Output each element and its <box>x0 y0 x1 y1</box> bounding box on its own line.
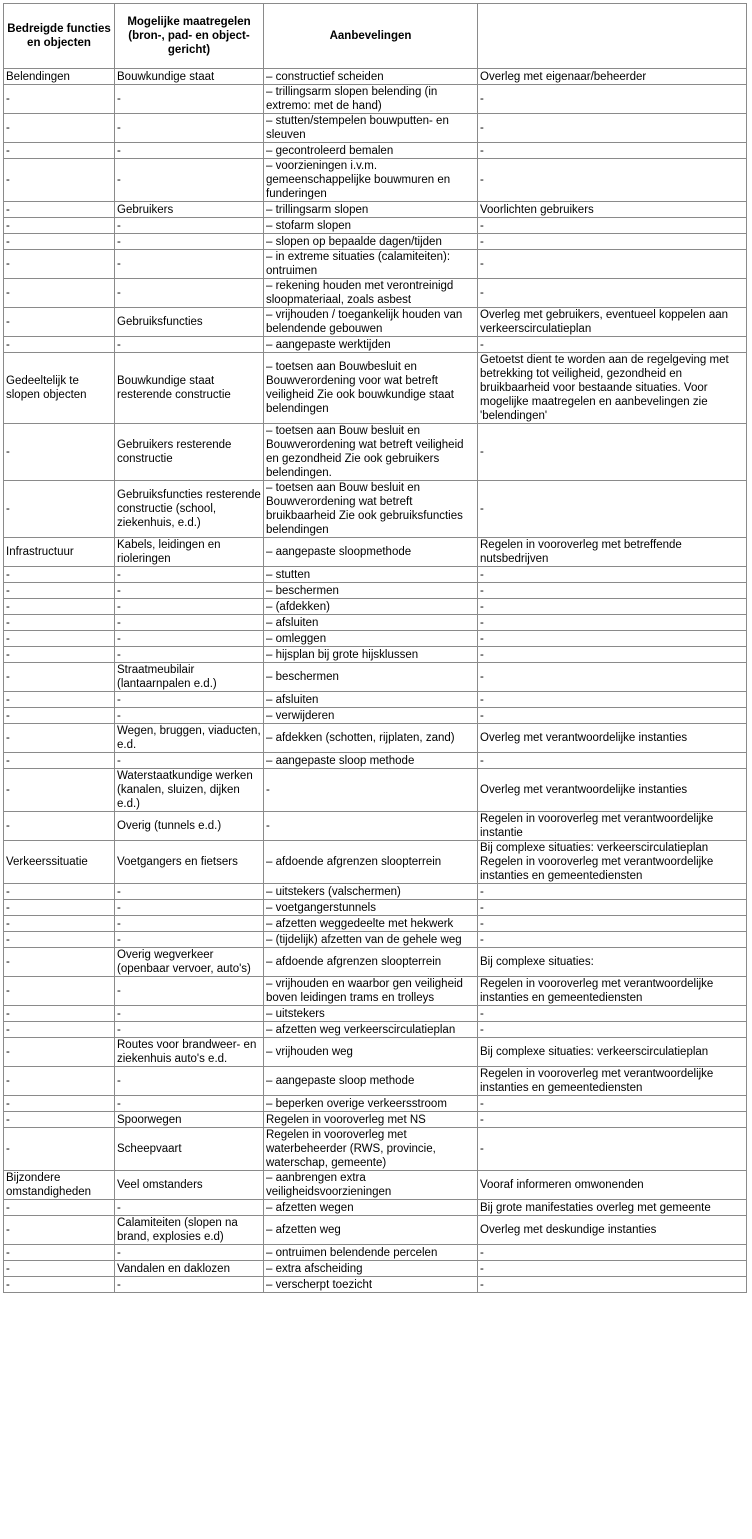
cell-object: - <box>4 1216 115 1245</box>
table-row <box>4 948 747 977</box>
cell-note: - <box>478 143 747 159</box>
cell-recommendation: – afzetten weg verkeerscirculatieplan <box>264 1022 478 1038</box>
cell-measure: Gebruikers <box>115 202 264 218</box>
cell-object: - <box>4 218 115 234</box>
cell-object: - <box>4 159 115 202</box>
cell-recommendation: – afdoende afgrenzen sloopterrein <box>264 948 478 977</box>
cell-object: - <box>4 708 115 724</box>
cell-measure: - <box>115 159 264 202</box>
cell-measure: Straatmeubilair (lantaarnpalen e.d.) <box>115 663 264 692</box>
cell-note: Overleg met gebruikers, eventueel koppelen aan verkeerscirculatieplan <box>478 308 747 337</box>
cell-measure: - <box>115 900 264 916</box>
cell-recommendation: – gecontroleerd bemalen <box>264 143 478 159</box>
cell-measure: Waterstaatkundige werken (kanalen, sluizen, dijken e.d.) <box>115 769 264 812</box>
cell-note: - <box>478 234 747 250</box>
table-row <box>4 85 747 114</box>
cell-note: - <box>478 615 747 631</box>
cell-measure: - <box>115 692 264 708</box>
table-row <box>4 599 747 615</box>
cell-object: - <box>4 1112 115 1128</box>
cell-recommendation: – afzetten weggedeelte met hekwerk <box>264 916 478 932</box>
cell-object: - <box>4 1006 115 1022</box>
cell-measure: - <box>115 647 264 663</box>
cell-note: Overleg met verantwoordelijke instanties <box>478 769 747 812</box>
cell-recommendation: – rekening houden met verontreinigd sloopmateriaal, zoals asbest <box>264 279 478 308</box>
cell-measure: Veel omstanders <box>115 1171 264 1200</box>
cell-note: Regelen in vooroverleg met betreffende nutsbedrijven <box>478 538 747 567</box>
cell-object: - <box>4 234 115 250</box>
cell-note: - <box>478 916 747 932</box>
table-row <box>4 337 747 353</box>
cell-note: - <box>478 1128 747 1171</box>
cell-note: Vooraf informeren omwonenden <box>478 1171 747 1200</box>
cell-note: Overleg met deskundige instanties <box>478 1216 747 1245</box>
cell-recommendation: – hijsplan bij grote hijsklussen <box>264 647 478 663</box>
cell-recommendation: – verwijderen <box>264 708 478 724</box>
table-row <box>4 1277 747 1293</box>
cell-note: - <box>478 647 747 663</box>
cell-object: - <box>4 977 115 1006</box>
cell-note: - <box>478 1096 747 1112</box>
cell-recommendation: – omleggen <box>264 631 478 647</box>
table-row <box>4 1067 747 1096</box>
cell-object: - <box>4 663 115 692</box>
table-row <box>4 353 747 424</box>
cell-note: - <box>478 583 747 599</box>
cell-note: - <box>478 279 747 308</box>
cell-measure: - <box>115 599 264 615</box>
cell-object: Bijzondere omstandigheden <box>4 1171 115 1200</box>
cell-object: - <box>4 615 115 631</box>
cell-recommendation: – afsluiten <box>264 615 478 631</box>
cell-object: - <box>4 114 115 143</box>
cell-object: - <box>4 753 115 769</box>
header-notes <box>478 4 747 69</box>
cell-note: - <box>478 1277 747 1293</box>
cell-note: - <box>478 218 747 234</box>
table-row <box>4 143 747 159</box>
cell-measure: Gebruikers resterende constructie <box>115 424 264 481</box>
table-row <box>4 692 747 708</box>
table-body <box>4 69 747 1293</box>
cell-note: - <box>478 708 747 724</box>
cell-measure: Voetgangers en fietsers <box>115 841 264 884</box>
table-row <box>4 279 747 308</box>
cell-measure: Bouwkundige staat resterende constructie <box>115 353 264 424</box>
cell-measure: Calamiteiten (slopen na brand, explosies e.d) <box>115 1216 264 1245</box>
cell-note: Overleg met eigenaar/beheerder <box>478 69 747 85</box>
cell-note: - <box>478 424 747 481</box>
cell-measure: - <box>115 1096 264 1112</box>
cell-measure: - <box>115 615 264 631</box>
cell-note: - <box>478 159 747 202</box>
cell-measure: Gebruiksfuncties <box>115 308 264 337</box>
cell-recommendation: – afzetten wegen <box>264 1200 478 1216</box>
cell-measure: - <box>115 250 264 279</box>
table-row <box>4 769 747 812</box>
cell-measure: - <box>115 143 264 159</box>
cell-object: Gedeeltelijk te slopen objecten <box>4 353 115 424</box>
cell-note: - <box>478 481 747 538</box>
table-row <box>4 708 747 724</box>
table-row <box>4 724 747 753</box>
cell-object: - <box>4 143 115 159</box>
cell-object: - <box>4 567 115 583</box>
cell-note: - <box>478 1112 747 1128</box>
cell-recommendation: – stutten/stempelen bouwputten- en sleuven <box>264 114 478 143</box>
cell-measure: - <box>115 753 264 769</box>
cell-note: - <box>478 663 747 692</box>
cell-note: - <box>478 85 747 114</box>
cell-recommendation: – slopen op bepaalde dagen/tijden <box>264 234 478 250</box>
cell-object: Infrastructuur <box>4 538 115 567</box>
cell-object: - <box>4 884 115 900</box>
header-recommendations: Aanbevelingen <box>264 4 478 69</box>
cell-measure: - <box>115 977 264 1006</box>
cell-measure: Wegen, bruggen, viaducten, e.d. <box>115 724 264 753</box>
cell-measure: - <box>115 337 264 353</box>
cell-note: - <box>478 1261 747 1277</box>
table-row <box>4 932 747 948</box>
cell-object: - <box>4 647 115 663</box>
cell-recommendation: – afdoende afgrenzen sloopterrein <box>264 841 478 884</box>
cell-recommendation: – beschermen <box>264 583 478 599</box>
table-row <box>4 250 747 279</box>
table-row <box>4 481 747 538</box>
cell-measure: Spoorwegen <box>115 1112 264 1128</box>
cell-measure: - <box>115 1067 264 1096</box>
cell-measure: Scheepvaart <box>115 1128 264 1171</box>
cell-measure: - <box>115 218 264 234</box>
cell-recommendation: – toetsen aan Bouw besluit en Bouwverordening wat betreft bruikbaarheid Zie ook gebruiksfuncties belendingen <box>264 481 478 538</box>
cell-measure: - <box>115 279 264 308</box>
table-row <box>4 663 747 692</box>
cell-note: - <box>478 1245 747 1261</box>
table-row <box>4 1245 747 1261</box>
cell-note: Regelen in vooroverleg met verantwoordelijke instanties en gemeentediensten <box>478 1067 747 1096</box>
cell-recommendation: – aangepaste sloop methode <box>264 753 478 769</box>
cell-recommendation: – constructief scheiden <box>264 69 478 85</box>
table-row <box>4 812 747 841</box>
cell-object: - <box>4 916 115 932</box>
cell-measure: Gebruiksfuncties resterende constructie (school, ziekenhuis, e.d.) <box>115 481 264 538</box>
table-row <box>4 1171 747 1200</box>
cell-measure: - <box>115 567 264 583</box>
cell-measure: - <box>115 708 264 724</box>
cell-recommendation: – extra afscheiding <box>264 1261 478 1277</box>
cell-recommendation: – voetgangerstunnels <box>264 900 478 916</box>
cell-recommendation: Regelen in vooroverleg met NS <box>264 1112 478 1128</box>
cell-object: - <box>4 279 115 308</box>
cell-recommendation: – (tijdelijk) afzetten van de gehele weg <box>264 932 478 948</box>
cell-measure: - <box>115 1277 264 1293</box>
cell-recommendation: – beschermen <box>264 663 478 692</box>
cell-object: - <box>4 1128 115 1171</box>
cell-measure: Vandalen en daklozen <box>115 1261 264 1277</box>
cell-measure: - <box>115 932 264 948</box>
cell-object: Belendingen <box>4 69 115 85</box>
cell-note: - <box>478 567 747 583</box>
cell-note: - <box>478 337 747 353</box>
table-row <box>4 1128 747 1171</box>
cell-object: - <box>4 1277 115 1293</box>
cell-recommendation: – in extreme situaties (calamiteiten): ontruimen <box>264 250 478 279</box>
cell-note: - <box>478 753 747 769</box>
cell-note: - <box>478 932 747 948</box>
cell-note: - <box>478 884 747 900</box>
cell-note: Bij complexe situaties: <box>478 948 747 977</box>
cell-recommendation: – stutten <box>264 567 478 583</box>
cell-object: - <box>4 900 115 916</box>
cell-note: Getoetst dient te worden aan de regelgeving met betrekking tot veiligheid, gezondheid en bruikbaarheid voor bestaande situaties. Voor mogelijke maatregelen en aanbevelingen zie 'belendingen' <box>478 353 747 424</box>
cell-object: - <box>4 250 115 279</box>
cell-object: - <box>4 812 115 841</box>
cell-recommendation: – verscherpt toezicht <box>264 1277 478 1293</box>
cell-recommendation: – vrijhouden en waarbor gen veiligheid boven leidingen trams en trolleys <box>264 977 478 1006</box>
table-row <box>4 308 747 337</box>
cell-note: - <box>478 1022 747 1038</box>
cell-recommendation: – trillingsarm slopen <box>264 202 478 218</box>
cell-measure: - <box>115 1022 264 1038</box>
cell-note: - <box>478 631 747 647</box>
cell-object: - <box>4 932 115 948</box>
cell-note: - <box>478 900 747 916</box>
cell-recommendation: – trillingsarm slopen belending (in extremo: met de hand) <box>264 85 478 114</box>
cell-note: Overleg met verantwoordelijke instanties <box>478 724 747 753</box>
cell-recommendation: – toetsen aan Bouwbesluit en Bouwverordening voor wat betreft veiligheid Zie ook bouwkundige staat belendingen <box>264 353 478 424</box>
cell-object: - <box>4 1096 115 1112</box>
cell-note: Regelen in vooroverleg met verantwoordelijke instanties en gemeentediensten <box>478 977 747 1006</box>
cell-object: - <box>4 308 115 337</box>
cell-object: - <box>4 769 115 812</box>
cell-object: - <box>4 1261 115 1277</box>
cell-recommendation: – uitstekers <box>264 1006 478 1022</box>
cell-measure: - <box>115 631 264 647</box>
table-row <box>4 1200 747 1216</box>
cell-recommendation: - <box>264 769 478 812</box>
table-row <box>4 159 747 202</box>
cell-measure: - <box>115 234 264 250</box>
cell-measure: - <box>115 583 264 599</box>
cell-measure: Bouwkundige staat <box>115 69 264 85</box>
cell-object: - <box>4 1022 115 1038</box>
table-row <box>4 1022 747 1038</box>
cell-recommendation: – aangepaste sloop methode <box>264 1067 478 1096</box>
cell-recommendation: – toetsen aan Bouw besluit en Bouwverordening wat betreft veiligheid en gezondheid Zie ook gebruikers belendingen. <box>264 424 478 481</box>
cell-object: - <box>4 424 115 481</box>
cell-note: Bij complexe situaties: verkeerscirculatieplan Regelen in vooroverleg met verantwoordelijke instanties en gemeentediensten <box>478 841 747 884</box>
cell-object: - <box>4 948 115 977</box>
table-row <box>4 1216 747 1245</box>
cell-object: - <box>4 631 115 647</box>
cell-note: - <box>478 692 747 708</box>
cell-measure: Overig wegverkeer (openbaar vervoer, auto's) <box>115 948 264 977</box>
cell-recommendation: – afzetten weg <box>264 1216 478 1245</box>
cell-measure: - <box>115 1245 264 1261</box>
table-row <box>4 977 747 1006</box>
cell-recommendation: – (afdekken) <box>264 599 478 615</box>
cell-object: - <box>4 1245 115 1261</box>
cell-measure: Overig (tunnels e.d.) <box>115 812 264 841</box>
table-row <box>4 202 747 218</box>
table-row <box>4 631 747 647</box>
cell-recommendation: – stofarm slopen <box>264 218 478 234</box>
cell-measure: - <box>115 1006 264 1022</box>
cell-object: - <box>4 1038 115 1067</box>
cell-recommendation: – uitstekers (valschermen) <box>264 884 478 900</box>
cell-measure: - <box>115 85 264 114</box>
cell-note: Voorlichten gebruikers <box>478 202 747 218</box>
cell-object: Verkeerssituatie <box>4 841 115 884</box>
cell-object: - <box>4 481 115 538</box>
cell-recommendation: Regelen in vooroverleg met waterbeheerder (RWS, provincie, waterschap, gemeente) <box>264 1128 478 1171</box>
cell-measure: - <box>115 1200 264 1216</box>
cell-object: - <box>4 599 115 615</box>
cell-note: - <box>478 114 747 143</box>
header-possible-measures: Mogelijke maatregelen (bron-, pad- en object-gericht) <box>115 4 264 69</box>
table-row <box>4 1112 747 1128</box>
cell-object: - <box>4 1200 115 1216</box>
table-row <box>4 69 747 85</box>
cell-object: - <box>4 724 115 753</box>
table-row <box>4 114 747 143</box>
cell-object: - <box>4 202 115 218</box>
cell-recommendation: – voorzieningen i.v.m. gemeenschappelijke bouwmuren en funderingen <box>264 159 478 202</box>
cell-recommendation: – beperken overige verkeersstroom <box>264 1096 478 1112</box>
cell-note: Regelen in vooroverleg met verantwoordelijke instantie <box>478 812 747 841</box>
cell-recommendation: – aangepaste werktijden <box>264 337 478 353</box>
table-row <box>4 218 747 234</box>
cell-measure: - <box>115 884 264 900</box>
cell-note: Bij grote manifestaties overleg met gemeente <box>478 1200 747 1216</box>
cell-object: - <box>4 1067 115 1096</box>
table-row <box>4 1096 747 1112</box>
cell-measure: - <box>115 114 264 143</box>
cell-recommendation: – ontruimen belendende percelen <box>264 1245 478 1261</box>
cell-measure: - <box>115 916 264 932</box>
table-row <box>4 234 747 250</box>
measures-table <box>3 3 747 1293</box>
cell-recommendation: – vrijhouden / toegankelijk houden van belendende gebouwen <box>264 308 478 337</box>
table-row <box>4 424 747 481</box>
table-row <box>4 900 747 916</box>
cell-recommendation: – vrijhouden weg <box>264 1038 478 1067</box>
cell-note: - <box>478 250 747 279</box>
cell-note: - <box>478 1006 747 1022</box>
table-row <box>4 1006 747 1022</box>
cell-object: - <box>4 337 115 353</box>
table-row <box>4 583 747 599</box>
cell-recommendation: – afsluiten <box>264 692 478 708</box>
cell-object: - <box>4 583 115 599</box>
table-row <box>4 884 747 900</box>
cell-measure: Kabels, leidingen en rioleringen <box>115 538 264 567</box>
cell-object: - <box>4 692 115 708</box>
cell-recommendation: – afdekken (schotten, rijplaten, zand) <box>264 724 478 753</box>
cell-recommendation: - <box>264 812 478 841</box>
cell-note: Bij complexe situaties: verkeerscirculatieplan <box>478 1038 747 1067</box>
table-row <box>4 538 747 567</box>
table-row <box>4 615 747 631</box>
table-row <box>4 1038 747 1067</box>
table-row <box>4 1261 747 1277</box>
cell-note: - <box>478 599 747 615</box>
table-row <box>4 567 747 583</box>
cell-recommendation: – aangepaste sloopmethode <box>264 538 478 567</box>
header-threatened-functions: Bedreigde functies en objecten <box>4 4 115 69</box>
table-row <box>4 753 747 769</box>
cell-object: - <box>4 85 115 114</box>
cell-recommendation: – aanbrengen extra veiligheidsvoorzieningen <box>264 1171 478 1200</box>
header-row <box>4 4 747 69</box>
table-row <box>4 647 747 663</box>
table-row <box>4 841 747 884</box>
table-row <box>4 916 747 932</box>
cell-measure: Routes voor brandweer- en ziekenhuis auto's e.d. <box>115 1038 264 1067</box>
